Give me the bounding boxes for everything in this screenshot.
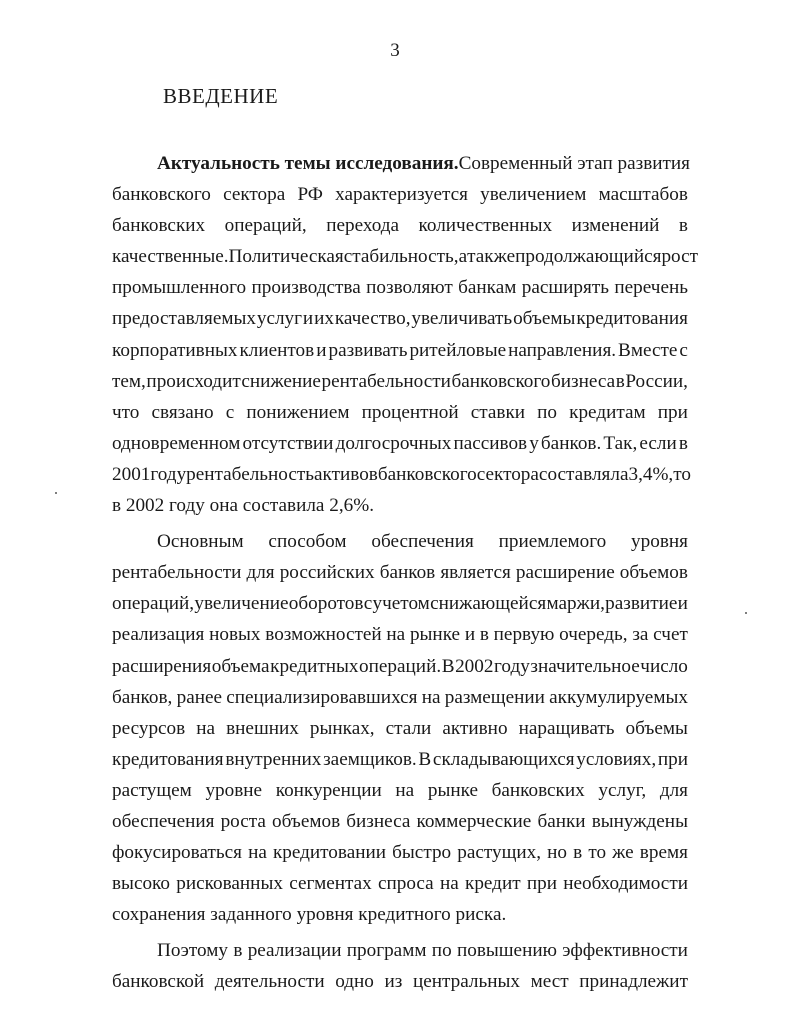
text-line: [112, 837, 688, 868]
word: сегментах: [289, 873, 372, 895]
word: банковского: [112, 184, 211, 206]
text-line: [112, 272, 688, 303]
word: для: [246, 562, 275, 584]
word: счет: [653, 624, 688, 646]
word: производства: [251, 277, 361, 299]
word: перечень: [614, 277, 688, 299]
word: роста: [220, 810, 266, 832]
word: В: [441, 655, 455, 677]
word: 2002: [455, 655, 494, 677]
word: способом: [268, 531, 347, 553]
text-line: [112, 775, 688, 806]
word: внутренних: [225, 748, 322, 770]
word: 3,4%,: [628, 463, 674, 485]
word: высоко: [112, 873, 171, 895]
word: для: [659, 779, 688, 801]
scan-speck: [745, 612, 747, 614]
word: в: [479, 624, 489, 646]
word: активов: [314, 463, 378, 485]
word: быстро: [392, 842, 452, 864]
word: центральных: [412, 971, 521, 993]
word: вынуждены: [591, 810, 688, 832]
word: банков.: [540, 432, 602, 454]
text-line: [112, 966, 688, 997]
word: в: [678, 432, 688, 454]
word: долгосрочных: [335, 432, 452, 454]
word: учетом: [372, 593, 430, 615]
text-line: [112, 588, 688, 619]
word: бизнеса: [346, 810, 411, 832]
word: рентабельности: [321, 370, 451, 392]
word: то: [588, 842, 607, 864]
text-line: [112, 682, 688, 713]
word: направления.: [508, 339, 617, 361]
word: снижающейся: [430, 593, 547, 615]
text-line: [112, 651, 688, 682]
word: увеличивать: [411, 308, 513, 330]
scan-speck: [55, 492, 57, 494]
word: уровне: [205, 779, 263, 801]
word: и: [677, 593, 688, 615]
word: рынке: [409, 624, 461, 646]
word: сектора: [223, 184, 286, 206]
word: России,: [625, 370, 688, 392]
word: при: [657, 748, 688, 770]
word: обеспечения: [112, 810, 215, 832]
word: конкуренции: [275, 779, 382, 801]
word: при: [526, 873, 557, 895]
word: но: [547, 842, 568, 864]
text-line: [112, 935, 688, 966]
word: количественных: [418, 215, 553, 237]
word: стали: [385, 717, 432, 739]
word: увеличение: [194, 593, 289, 615]
word: одновременном: [112, 432, 241, 454]
word: рынке: [427, 779, 478, 801]
word: развивать: [328, 339, 408, 361]
word: 2001: [112, 463, 151, 485]
word: а: [458, 246, 468, 268]
word: и: [464, 624, 476, 646]
word: происходит: [146, 370, 241, 392]
word: внешних: [226, 717, 299, 739]
word: кредит: [465, 873, 521, 895]
word: развитие: [605, 593, 678, 615]
word: российских: [279, 562, 375, 584]
word: уровня: [631, 531, 688, 553]
text-line: [112, 557, 688, 588]
word: году: [150, 463, 187, 485]
word: также: [467, 246, 516, 268]
word: одно: [335, 971, 374, 993]
text-line: [112, 397, 688, 428]
word: объемы: [625, 717, 688, 739]
word: в: [233, 940, 243, 962]
word: расширять: [521, 277, 609, 299]
word: банков: [379, 562, 436, 584]
word: у: [529, 432, 539, 454]
word: если: [639, 432, 677, 454]
text-line: [112, 526, 688, 557]
word: ставки: [470, 401, 526, 423]
word: мест: [530, 971, 569, 993]
word: ранее: [176, 686, 223, 708]
word: рентабельность: [186, 463, 315, 485]
text-line-last: в 2002 году она составила 2,6%.: [112, 495, 375, 517]
word: на: [386, 624, 406, 646]
body-text: [112, 148, 699, 998]
word: банковских: [491, 779, 585, 801]
word: операций,: [224, 215, 307, 237]
word: их: [314, 308, 334, 330]
word: и: [302, 308, 314, 330]
word: принадлежит: [579, 971, 688, 993]
word: расширения: [112, 655, 212, 677]
word: банки: [537, 810, 586, 832]
word: на: [439, 873, 459, 895]
text-line: [112, 241, 699, 272]
word: банковского: [377, 463, 477, 485]
word: программ: [346, 940, 427, 962]
word: за: [632, 624, 649, 646]
word: объема: [211, 655, 270, 677]
word: бизнеса: [550, 370, 616, 392]
word: году: [494, 655, 530, 677]
word: растущем: [112, 779, 192, 801]
word: Основным: [157, 531, 244, 553]
word: ресурсов: [112, 717, 186, 739]
word: качество,: [334, 308, 411, 330]
word: эффективности: [562, 940, 688, 962]
word: по: [537, 401, 558, 423]
word: характеризуется: [335, 184, 468, 206]
word: же: [612, 842, 634, 864]
word: с: [225, 401, 235, 423]
word: позволяют: [366, 277, 453, 299]
word: банков,: [112, 686, 173, 708]
word: специализировавшихся: [226, 686, 418, 708]
word: размещении: [444, 686, 545, 708]
text-line: [112, 868, 688, 899]
word: изменений: [571, 215, 660, 237]
text-line: [112, 806, 688, 837]
word: в: [573, 842, 583, 864]
word: пассивов: [453, 432, 528, 454]
word: расширение: [515, 562, 615, 584]
word: предоставляемых: [112, 308, 256, 330]
word: объемов: [619, 562, 688, 584]
paragraph-1-line-1: [112, 148, 691, 179]
word: качественные.: [112, 246, 229, 268]
word: приемлемого: [498, 531, 607, 553]
word: тем,: [112, 370, 146, 392]
paragraph-lead-bold: Актуальность темы исследования.: [157, 153, 459, 174]
word: на: [421, 686, 441, 708]
word: банкам: [458, 277, 517, 299]
word: составляла: [538, 463, 629, 485]
word: число: [640, 655, 688, 677]
word: объемов: [272, 810, 341, 832]
word: рынках,: [309, 717, 375, 739]
word: промышленного: [112, 277, 247, 299]
word: при: [657, 401, 688, 423]
word: увеличением: [480, 184, 587, 206]
word: кредитовании: [272, 842, 387, 864]
word: РФ: [297, 184, 323, 206]
word: деятельности: [214, 971, 325, 993]
word: продолжающийся: [515, 246, 662, 268]
word: перехода: [326, 215, 400, 237]
word: условиях,: [576, 748, 657, 770]
word: наращивать: [518, 717, 615, 739]
word: сектора: [476, 463, 539, 485]
word: с: [363, 593, 373, 615]
word: рискованных: [176, 873, 283, 895]
word: является: [440, 562, 511, 584]
word: операций,: [112, 593, 195, 615]
word: реализация: [112, 624, 205, 646]
word: новых: [209, 624, 261, 646]
word: что: [112, 401, 140, 423]
word: коммерческие: [416, 810, 532, 832]
page-number: 3: [390, 40, 400, 61]
text-line: [112, 303, 688, 334]
word: Поэтому: [157, 940, 229, 962]
text-line: [112, 335, 688, 366]
word: первую: [493, 624, 555, 646]
word: операций.: [359, 655, 442, 677]
text-line: [112, 459, 691, 490]
text-line: [112, 619, 688, 650]
word: значительное: [530, 655, 640, 677]
word: на: [395, 779, 415, 801]
word: оборотов: [288, 593, 364, 615]
word: клиентов: [239, 339, 315, 361]
word: и: [316, 339, 327, 361]
word: аккумулируемых: [549, 686, 688, 708]
word: масштабов: [598, 184, 688, 206]
word: на: [196, 717, 216, 739]
word: Политическая: [228, 246, 344, 268]
text-line: [112, 428, 688, 459]
word: растущих,: [457, 842, 542, 864]
text-line: Современный этап развития: [458, 153, 691, 174]
word: связано: [151, 401, 214, 423]
word: фокусироваться: [112, 842, 242, 864]
word: объемы: [513, 308, 576, 330]
word: отсутствии: [242, 432, 334, 454]
text-line: [112, 210, 688, 241]
word: время: [639, 842, 688, 864]
word: реализации: [247, 940, 342, 962]
word: рентабельности: [112, 562, 242, 584]
word: снижение: [241, 370, 321, 392]
word: услуг: [256, 308, 303, 330]
text-line: [112, 713, 688, 744]
text-line: [112, 366, 688, 397]
word: обеспечения: [371, 531, 474, 553]
word: возможностей: [265, 624, 382, 646]
text-line: [112, 744, 688, 775]
word: с: [679, 339, 688, 361]
word: банковской: [112, 971, 205, 993]
word: рост: [661, 246, 699, 268]
word: ритейловые: [409, 339, 507, 361]
word: в: [678, 215, 688, 237]
word: Так,: [603, 432, 638, 454]
word: услуг,: [598, 779, 647, 801]
word: корпоративных: [112, 339, 238, 361]
word: необходимости: [563, 873, 688, 895]
word: на: [248, 842, 267, 864]
word: в: [615, 370, 625, 392]
word: понижением: [246, 401, 350, 423]
word: то: [673, 463, 691, 485]
word: банковских: [112, 215, 206, 237]
word: очередь,: [559, 624, 628, 646]
word: активно: [442, 717, 508, 739]
word: В: [418, 748, 432, 770]
section-heading: ВВЕДЕНИЕ: [163, 84, 279, 108]
text-line-last: сохранения заданного уровня кредитного риска.: [112, 904, 507, 926]
word: складывающихся: [432, 748, 575, 770]
word: банковского: [451, 370, 551, 392]
word: кредитных: [270, 655, 359, 677]
word: повышению: [456, 940, 557, 962]
word: кредитования: [112, 748, 224, 770]
word: Вместе: [618, 339, 678, 361]
word: заемщиков.: [323, 748, 417, 770]
word: спроса: [377, 873, 434, 895]
word: по: [431, 940, 452, 962]
text-line: [112, 179, 688, 210]
word: маржи,: [546, 593, 605, 615]
word: процентной: [361, 401, 459, 423]
word: кредитам: [569, 401, 646, 423]
word: кредитования: [576, 308, 688, 330]
word: стабильность,: [343, 246, 459, 268]
word: из: [384, 971, 403, 993]
